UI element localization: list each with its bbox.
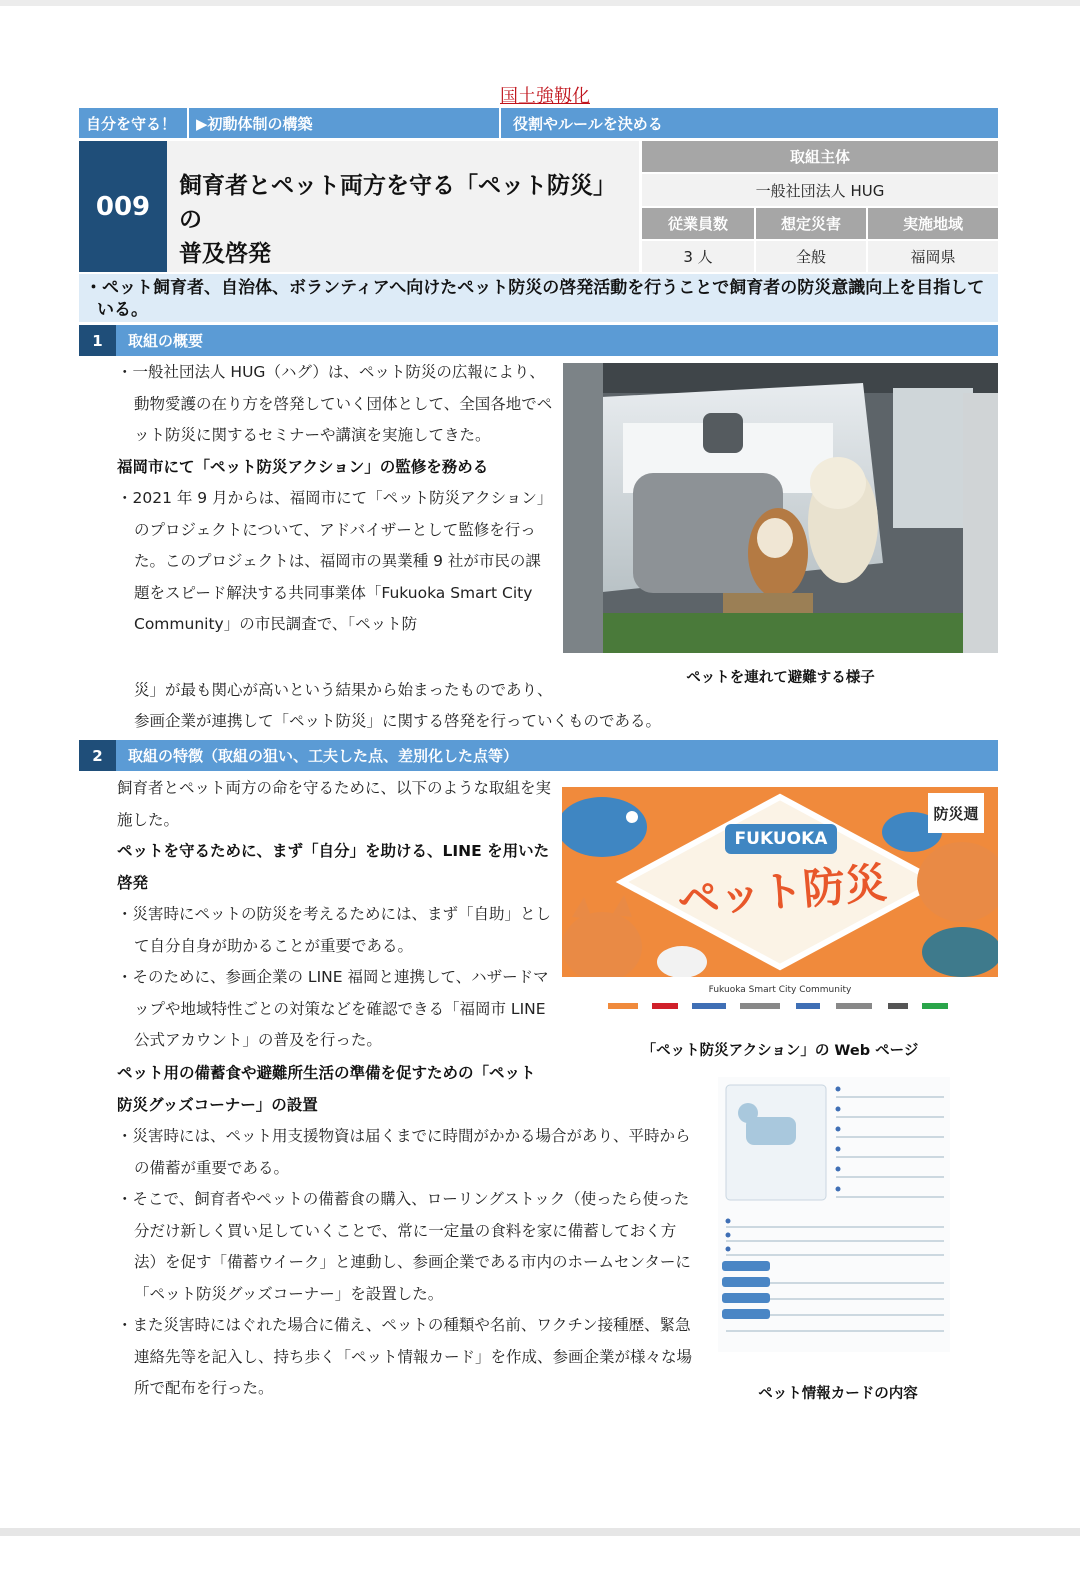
- employees-value: 3 人: [642, 241, 754, 272]
- section1-paragraph1: ・一般社団法人 HUG（ハグ）は、ペット防災の広報により、動物愛護の在り方を啓発していく団体として、全国各地でペット防災に関するセミナーや講演を実施してきた。: [117, 363, 553, 444]
- pet-info-card-image: [718, 1077, 950, 1352]
- card-caption: ペット情報カードの内容: [758, 1386, 918, 1402]
- poster-brand: FUKUOKA: [725, 824, 837, 854]
- section1-paragraph2: ・2021 年 9 月からは、福岡市にて「ペット防災アクション」のプロジェクトについて、アドバイザーとして監修を行った。このプロジェクトは、福岡市の異業種 9 社が市民の課題をスピード解決する共同事業体「Fukuoka Smart City Community」の市民調査で、「ペット防: [117, 489, 553, 633]
- section2-text-block-top: [117, 773, 553, 1057]
- section2-subhead1: ペットを守るために、まず「自分」を助ける、LINE を用いた啓発: [117, 842, 550, 892]
- section2-bullet4: ・そこで、飼育者やペットの備蓄食の購入、ローリングストック（使ったら使った分だけ新しく買い足していくことで、常に一定量の食料を家に備蓄しておく方法）を促す「備蓄ウイーク」と連動し、参画企業である市内のホームセンターに「ペット防災グッズコーナー」を設置した。: [117, 1190, 691, 1303]
- sponsor-logo-row: [600, 995, 960, 1013]
- category-roles-rules: 役割やルールを決める: [501, 108, 998, 138]
- summary-text: ・ペット飼育者、自治体、ボランティアへ向けたペット防災の啓発活動を行うことで飼育者の防災意識向上を目指している。: [79, 274, 998, 322]
- poster-caption: 「ペット防災アクション」の Web ページ: [641, 1043, 919, 1059]
- community-name: Fukuoka Smart City Community: [708, 985, 852, 995]
- top-edge: [0, 0, 1080, 6]
- section1-paragraph2-end: 参画企業が連携して「ペット防災」に関する啓発を行っていくものである。: [134, 712, 662, 730]
- section1-number: 1: [79, 325, 116, 356]
- case-number: 009: [79, 141, 167, 272]
- section2-subhead2a: ペット用の備蓄食や避難所生活の準備を促すための「ペット: [117, 1064, 536, 1082]
- region-value: 福岡県: [868, 241, 998, 272]
- section2-bullet3: ・災害時には、ペット用支援物資は届くまでに時間がかかる場合があり、平時からの備蓄が重要である。: [117, 1127, 691, 1177]
- poster-badge: 防災週: [928, 793, 984, 833]
- section1-title: 取組の概要: [128, 332, 204, 350]
- pet-info-card: [718, 1077, 950, 1352]
- section2-number: 2: [79, 740, 116, 771]
- case-title-line2: 普及啓発: [179, 241, 271, 267]
- region-label: 実施地域: [868, 208, 998, 239]
- section1-subhead: 福岡市にて「ペット防災アクション」の監修を務める: [117, 457, 489, 476]
- section2-intro: 飼育者とペット両方の命を守るために、以下のような取組を実施した。: [117, 779, 552, 829]
- section2-title: 取組の特徴（取組の狙い、工夫した点、差別化した点等）: [128, 747, 519, 765]
- case-title: [167, 141, 639, 272]
- disaster-value: 全般: [756, 241, 866, 272]
- section2-header: [79, 740, 998, 771]
- page-header-title: 国土強靱化: [500, 86, 590, 107]
- disaster-label: 想定災害: [756, 208, 866, 239]
- section2-subhead2b: 防災グッズコーナー」の設置: [117, 1095, 318, 1114]
- section2-bullet5: ・また災害時にはぐれた場合に備え、ペットの種類や名前、ワクチン接種歴、緊急連絡先等を記入し、持ち歩く「ペット情報カード」を作成、参画企業が様々な場所で配布を行った。: [117, 1316, 693, 1397]
- poster-title: ペット防災: [675, 857, 889, 926]
- section1-header: [79, 325, 998, 356]
- category-self-protect: 自分を守る！: [79, 108, 187, 138]
- sponsor-logos: [600, 985, 960, 1020]
- org-label: 取組主体: [642, 141, 998, 172]
- photo-caption: ペットを連れて避難する様子: [686, 670, 875, 686]
- bottom-edge: [0, 1528, 1080, 1536]
- evacuation-photo: [563, 363, 998, 653]
- section1-text-block: [117, 357, 553, 641]
- section2-text-block-bottom: [117, 1058, 697, 1405]
- org-value: 一般社団法人 HUG: [642, 174, 998, 206]
- category-initial-response: ▶初動体制の構築: [189, 108, 499, 138]
- car-with-dogs-image: [563, 363, 998, 653]
- section1-paragraph2-cont: 災」が最も関心が高いという結果から始まったものであり、: [134, 681, 553, 699]
- employees-label: 従業員数: [642, 208, 754, 239]
- section2-bullet2: ・そのために、参画企業の LINE 福岡と連携して、ハザードマップや地域特性ごとの対策などを確認できる「福岡市 LINE 公式アカウント」の普及を行った。: [117, 968, 549, 1049]
- case-title-line1: 飼育者とペット両方を守る「ペット防災」の: [179, 173, 616, 233]
- pet-bousai-poster: [562, 787, 998, 977]
- section2-bullet1: ・災害時にペットの防災を考えるためには、まず「自助」として自分自身が助かることが重要である。: [117, 905, 552, 955]
